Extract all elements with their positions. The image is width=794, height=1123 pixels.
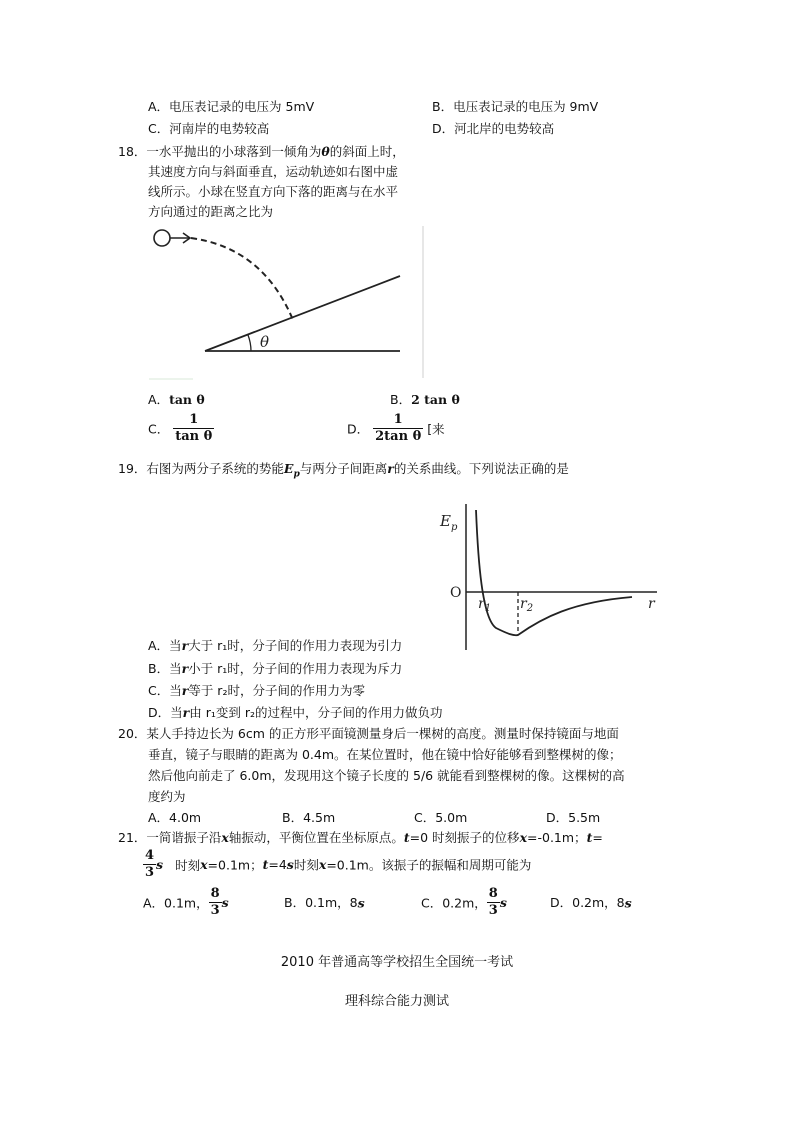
q18-option-d-fraction: $\frac{1}{\text{2tan θ}}$ [375, 412, 422, 444]
q20-stem-line-2: 垂直，镜子与眼睛的距离为 0.4m。在某位置时，他在镜中恰好能够看到整棵树的像； [148, 747, 622, 762]
q20-option-c: C．5.0m [414, 810, 468, 825]
q20-stem-line-4: 度约为 [148, 789, 186, 804]
q20-option-d: D．5.5m [546, 810, 601, 825]
q19-option-a: A．当r大于 r₁时，分子间的作用力表现为引力 [148, 638, 403, 653]
potential-curve [476, 510, 632, 635]
q21-option-d: D．0.2m，8s [550, 895, 632, 911]
q17-option-a: A．电压表记录的电压为 5mV [148, 99, 315, 114]
q19-option-d: D．当r由 r₁变到 r₂的过程中，分子间的作用力做负功 [148, 705, 443, 720]
q21-stem-line-1: 21．一简谐振子沿x轴振动，平衡位置在坐标原点。t=0 时刻振子的位移x=-0.1m；t= [118, 830, 603, 845]
exam-subtitle: 理科综合能力测试 [344, 994, 449, 1009]
q20-stem-line-3: 然后他向前走了 6.0m，发现用这个镜子长度的 5/6 就能看到整棵树的像。这棵树的高 [148, 768, 625, 783]
graph-r1-label: $r_1$ [478, 596, 492, 614]
q20-stem-line-1: 20．某人手持边长为 6cm 的正方形平面镜测量身后一棵树的高度。测量时保持镜面与地面 [118, 726, 619, 741]
q18-incline-figure [145, 222, 430, 382]
figure-theta-label: θ [260, 333, 270, 351]
angle-arc [248, 335, 251, 351]
graph-x-label: r [648, 596, 655, 612]
q21-option-c: C．0.2m， $\frac{8}{3}$ s [421, 886, 507, 918]
ep-symbol: $E_p$ [283, 461, 300, 480]
q18-stem-line-4: 方向通过的距离之比为 [148, 204, 274, 219]
trajectory-dashed [191, 238, 293, 320]
q19-option-b: B．当r小于 r₁时，分子间的作用力表现为斥力 [148, 661, 403, 676]
q20-option-b: B．4.5m [282, 810, 336, 825]
graph-y-label: $E_p$ [440, 512, 458, 533]
q17-option-c: C．河南岸的电势较高 [148, 121, 270, 136]
theta-symbol: θ [321, 144, 330, 159]
exam-title: 2010 年普通高等学校招生全国统一考试 [280, 955, 514, 970]
q19-potential-energy-graph [432, 500, 672, 650]
q19-option-c: C．当r等于 r₂时，分子间的作用力为零 [148, 683, 365, 698]
incline [205, 276, 400, 351]
q17-option-b: B．电压表记录的电压为 9mV [432, 99, 599, 114]
q18-option-d: D． $\frac{1}{\text{2tan θ}}$ [来 [347, 412, 445, 444]
q21-option-a: A．0.1m， $\frac{8}{3}$ s [143, 886, 229, 918]
q21-option-b: B．0.1m，8s [284, 895, 365, 911]
q21-stem-line-2: $\frac{4}{3}$ s 时刻x=0.1m；t=4s时刻x=0.1m。该振子的振幅和周期可能为 [145, 848, 532, 880]
q18-option-c-fraction: $\frac{1}{\text{tan θ}}$ [175, 412, 213, 444]
q18-stem-line-1: 18．一水平抛出的小球落到一倾角为θ的斜面上时， [118, 144, 405, 159]
q19-stem: 19．右图为两分子系统的势能$E_p$与两分子间距离r的关系曲线。下列说法正确的是 [118, 461, 569, 480]
q18-stem-line-3: 线所示。小球在竖直方向下落的距离与在水平 [148, 184, 399, 199]
q18-option-a: A．tan θ [148, 392, 205, 407]
q18-option-b: B．2 tan θ [390, 392, 460, 407]
q20-option-a: A．4.0m [148, 810, 202, 825]
graph-r2-label: $r_2$ [520, 596, 534, 614]
ball [154, 230, 170, 246]
q21-frac-4-3: $\frac{4}{3}$ [145, 848, 155, 880]
q17-option-d: D．河北岸的电势较高 [432, 121, 555, 136]
q18-stem-line-2: 其速度方向与斜面垂直，运动轨迹如右图中虚 [148, 164, 399, 179]
q18-option-c: C． $\frac{1}{\text{tan θ}}$ [148, 412, 213, 444]
graph-origin-label: O [450, 585, 462, 601]
